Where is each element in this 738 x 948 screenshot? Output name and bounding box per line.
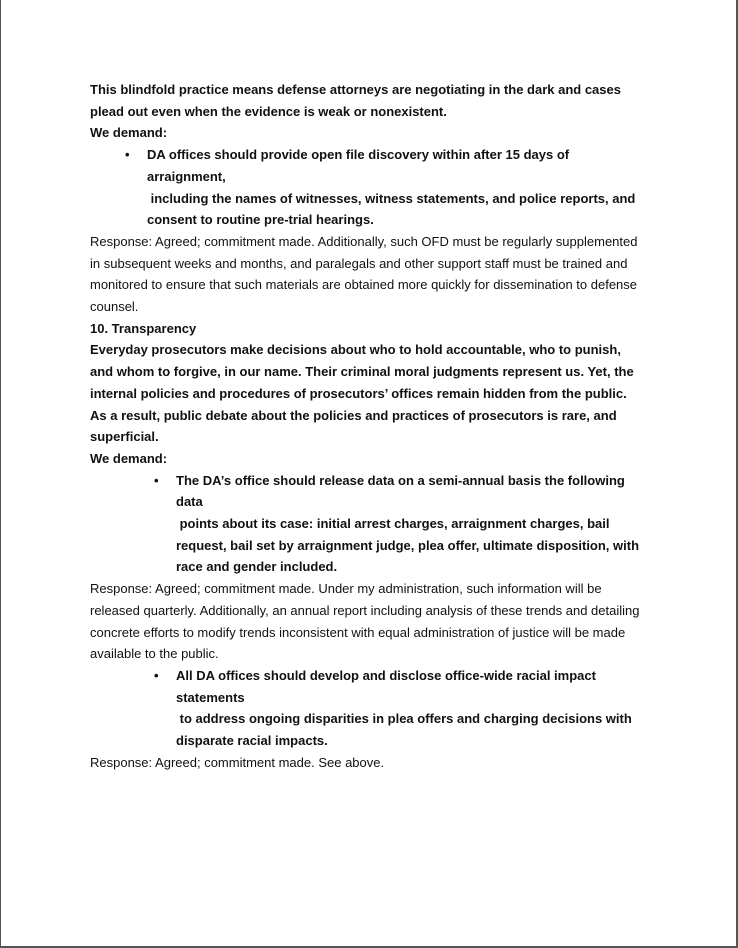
response-line: Response: Agreed; commitment made. Additionally, such OFD must be regularly supplemented bbox=[90, 233, 638, 249]
demand-bullet-discovery bbox=[90, 144, 660, 231]
response-line: monitored to ensure that such materials are obtained more quickly for dissemination to defense bbox=[90, 277, 638, 293]
body-line: superficial. bbox=[90, 429, 159, 445]
bullet-line: race and gender included. bbox=[176, 559, 338, 575]
bullet-line: statements bbox=[176, 689, 245, 705]
demand-bullet-data-release bbox=[90, 470, 660, 579]
bullet-line: The DA’s office should release data on a semi-annual basis the following bbox=[176, 472, 625, 488]
response-paragraph bbox=[90, 578, 660, 665]
bullet-line: including the names of witnesses, witness statements, and police reports, and bbox=[147, 190, 636, 206]
bullet-icon: • bbox=[154, 667, 159, 683]
response-line: counsel. bbox=[90, 299, 139, 315]
bullet-line: All DA offices should develop and disclose office-wide racial impact bbox=[176, 667, 596, 683]
response-paragraph bbox=[90, 231, 660, 318]
response-line: Response: Agreed; commitment made. Under my administration, such information will be bbox=[90, 581, 602, 597]
section-body bbox=[90, 339, 660, 448]
bullet-line: to address ongoing disparities in plea offers and charging decisions with bbox=[176, 711, 632, 727]
bullet-line: consent to routine pre-trial hearings. bbox=[147, 212, 374, 228]
body-line: Everyday prosecutors make decisions about who to hold accountable, who to punish, bbox=[90, 342, 621, 358]
document-content bbox=[90, 79, 660, 774]
bullet-line: points about its case: initial arrest charges, arraignment charges, bail bbox=[176, 516, 610, 532]
bullet-line: data bbox=[176, 494, 203, 510]
intro-line: This blindfold practice means defense attorneys are negotiating in the dark and cases bbox=[90, 82, 621, 97]
bullet-icon: • bbox=[154, 472, 159, 488]
response-line: concrete efforts to modify trends inconsistent with equal administration of justice will be made bbox=[90, 624, 626, 640]
bullet-icon: • bbox=[125, 147, 130, 163]
demand-bullet-racial-impact bbox=[90, 665, 660, 752]
response-line: in subsequent weeks and months, and paralegals and other support staff must be trained and bbox=[90, 255, 628, 271]
section-heading: 10. Transparency bbox=[90, 320, 197, 336]
demand-label: We demand: bbox=[90, 125, 168, 141]
bullet-line: DA offices should provide open file discovery within after 15 days of bbox=[147, 147, 570, 163]
demand-label: We demand: bbox=[90, 450, 168, 466]
body-line: internal policies and procedures of prosecutors’ offices remain hidden from the public. bbox=[90, 385, 627, 401]
response-line: released quarterly. Additionally, an annual report including analysis of these trends and detailing bbox=[90, 602, 640, 618]
response-line: available to the public. bbox=[90, 646, 219, 662]
bullet-line: arraignment, bbox=[147, 168, 226, 184]
bullet-line: disparate racial impacts. bbox=[176, 733, 328, 749]
intro-line: plead out even when the evidence is weak or nonexistent. bbox=[90, 103, 447, 119]
response-paragraph: Response: Agreed; commitment made. See above. bbox=[90, 754, 385, 770]
body-line: As a result, public debate about the policies and practices of prosecutors is rare, and bbox=[90, 407, 617, 423]
body-line: and whom to forgive, in our name. Their criminal moral judgments represent us. Yet, the bbox=[90, 364, 634, 380]
bullet-line: request, bail set by arraignment judge, plea offer, ultimate disposition, with bbox=[176, 537, 640, 553]
intro-paragraph bbox=[90, 79, 660, 122]
